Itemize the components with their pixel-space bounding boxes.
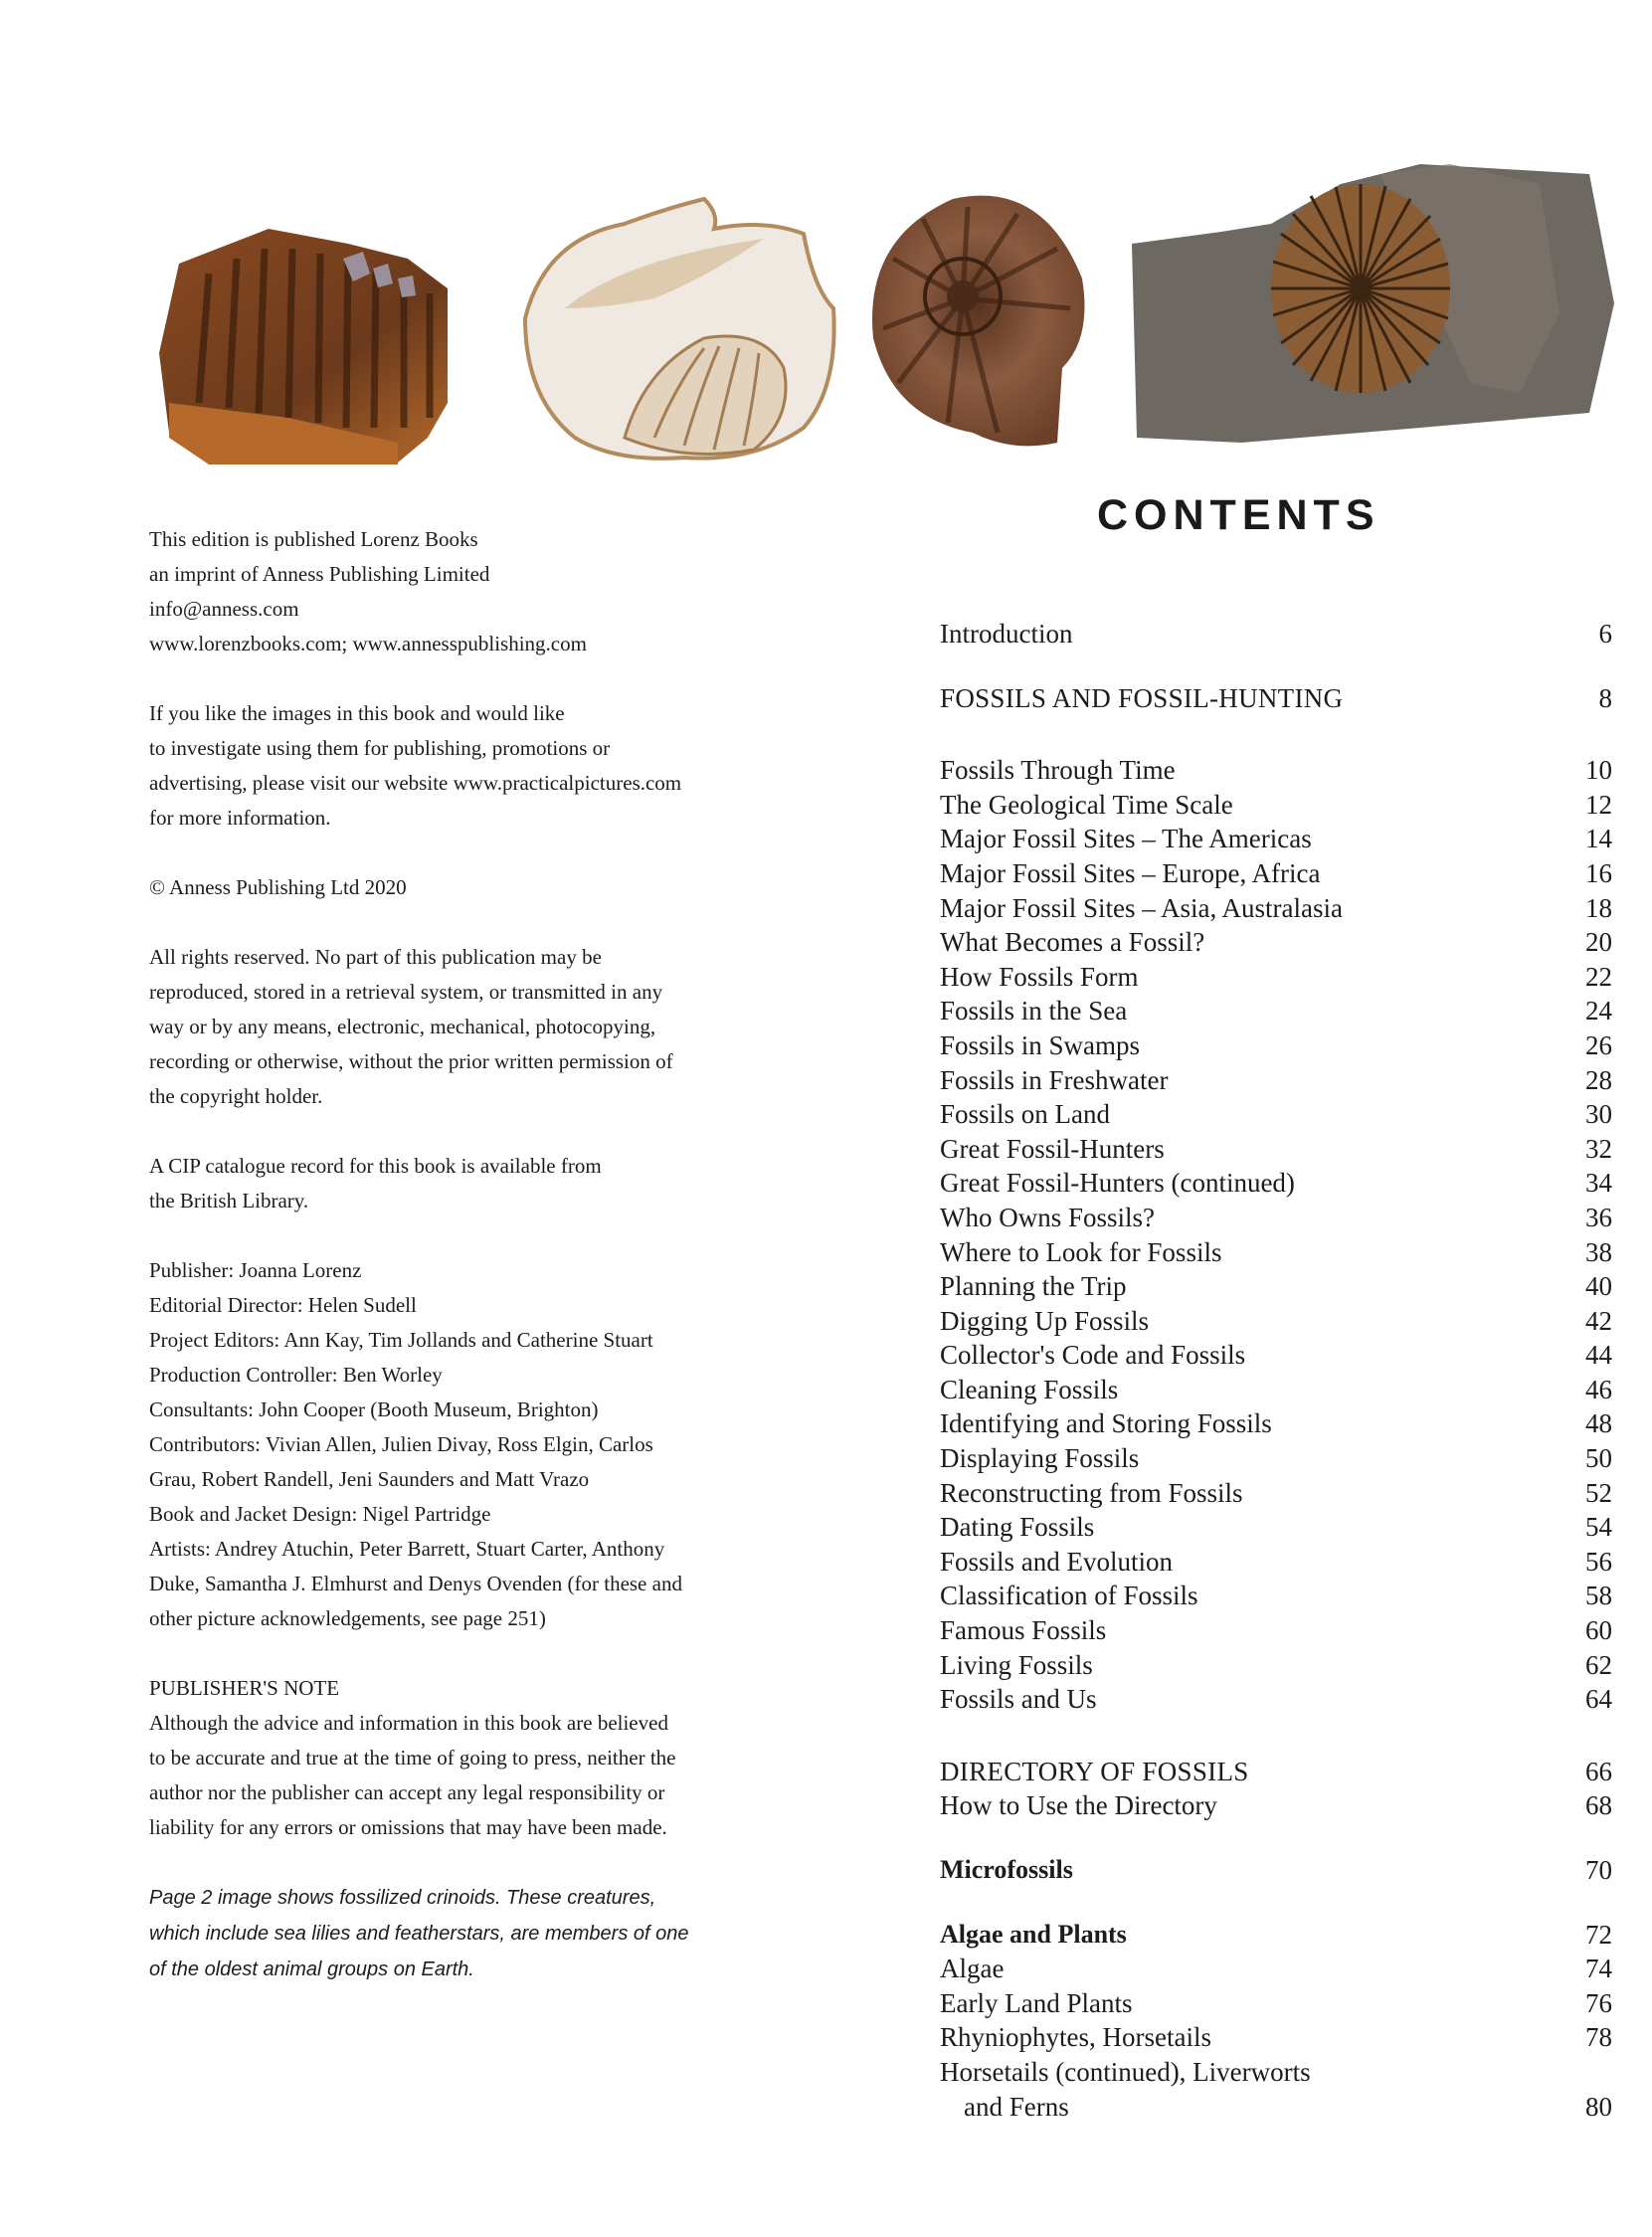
toc-entry[interactable] bbox=[940, 1375, 1612, 1409]
toc-subsection-microfossils[interactable] bbox=[940, 1855, 1612, 1890]
toc-entry-title: and Ferns bbox=[964, 2091, 1069, 2122]
toc-entry[interactable] bbox=[940, 1340, 1612, 1375]
toc-subsection-title: Algae and Plants bbox=[940, 1919, 1127, 1949]
toc-entry-page: 44 bbox=[1585, 1340, 1612, 1371]
toc-entry-page: 74 bbox=[1585, 1954, 1612, 1984]
credit-line: Production Controller: Ben Worley bbox=[149, 1363, 443, 1387]
toc-entry-title: How Fossils Form bbox=[940, 961, 1139, 992]
text-line: reproduced, stored in a retrieval system, or transmitted in any bbox=[149, 980, 663, 1004]
toc-entry[interactable] bbox=[940, 1581, 1612, 1615]
toc-entry-page: 18 bbox=[1585, 892, 1612, 923]
credit-line: Consultants: John Cooper (Booth Museum, Brighton) bbox=[149, 1398, 599, 1421]
credit-line: Grau, Robert Randell, Jeni Saunders and Matt Vrazo bbox=[149, 1467, 590, 1491]
toc-entry-title: Cleaning Fossils bbox=[940, 1374, 1119, 1404]
credit-line: Duke, Samantha J. Elmhurst and Denys Ovenden (for these and bbox=[149, 1572, 682, 1595]
toc-entry-title: Planning the Trip bbox=[940, 1271, 1127, 1302]
toc-entry-title: Who Owns Fossils? bbox=[940, 1202, 1156, 1232]
toc-subsection-title: Microfossils bbox=[940, 1855, 1073, 1884]
toc-entry-title: Famous Fossils bbox=[940, 1615, 1107, 1646]
credit-line: Book and Jacket Design: Nigel Partridge bbox=[149, 1502, 491, 1526]
toc-entry-title: Rhyniophytes, Horsetails bbox=[940, 2022, 1211, 2053]
toc-entry-page: 80 bbox=[1585, 2091, 1612, 2122]
text-line: author nor the publisher can accept any legal responsibility or bbox=[149, 1780, 665, 1804]
toc-entry-title: Great Fossil-Hunters bbox=[940, 1133, 1165, 1164]
credit-line: Editorial Director: Helen Sudell bbox=[149, 1293, 417, 1317]
toc-entry-title: Reconstructing from Fossils bbox=[940, 1477, 1243, 1508]
text-line: A CIP catalogue record for this book is available from bbox=[149, 1154, 602, 1178]
toc-entry[interactable] bbox=[940, 893, 1612, 928]
table-of-contents bbox=[940, 619, 1612, 2126]
imprint-line: an imprint of Anness Publishing Limited bbox=[149, 562, 490, 586]
toc-entry-title: Fossils Through Time bbox=[940, 755, 1176, 786]
copyright-notice bbox=[149, 870, 806, 905]
publishers-note-heading: PUBLISHER'S NOTE bbox=[149, 1676, 340, 1700]
toc-entry-page: 50 bbox=[1585, 1443, 1612, 1474]
fossil-coral-on-rock-image bbox=[1122, 154, 1619, 453]
toc-entry[interactable] bbox=[940, 1168, 1612, 1203]
toc-entry[interactable] bbox=[940, 1030, 1612, 1065]
toc-entry[interactable] bbox=[940, 1684, 1612, 1719]
toc-entry-page: 48 bbox=[1585, 1408, 1612, 1439]
copyright-text: © Anness Publishing Ltd 2020 bbox=[149, 875, 407, 899]
toc-entry-title: Fossils in Swamps bbox=[940, 1029, 1141, 1060]
text-line: to be accurate and true at the time of going to press, neither the bbox=[149, 1746, 676, 1770]
toc-entry-page: 56 bbox=[1585, 1546, 1612, 1577]
toc-entry[interactable] bbox=[940, 1408, 1612, 1443]
toc-entry-page: 64 bbox=[1585, 1684, 1612, 1715]
toc-entry-title: Collector's Code and Fossils bbox=[940, 1340, 1246, 1371]
toc-entry[interactable] bbox=[940, 1954, 1612, 1988]
toc-entry-page: 58 bbox=[1585, 1581, 1612, 1611]
credit-line: other picture acknowledgements, see page 251) bbox=[149, 1606, 546, 1630]
toc-entry-page: 32 bbox=[1585, 1133, 1612, 1164]
toc-entry[interactable] bbox=[940, 2022, 1612, 2057]
credit-line: Artists: Andrey Atuchin, Peter Barrett, Stuart Carter, Anthony bbox=[149, 1537, 665, 1561]
toc-entry-page: 16 bbox=[1585, 857, 1612, 888]
toc-entry-page: 42 bbox=[1585, 1305, 1612, 1336]
publishers-note bbox=[149, 1671, 806, 1845]
fossil-brachiopod-shell-image bbox=[505, 189, 843, 467]
toc-entry-title: Major Fossil Sites – Asia, Australasia bbox=[940, 892, 1343, 923]
credit-line: Contributors: Vivian Allen, Julien Divay, Ross Elgin, Carlos bbox=[149, 1432, 653, 1456]
toc-entry-title: How to Use the Directory bbox=[940, 1790, 1217, 1821]
toc-entry-title: Where to Look for Fossils bbox=[940, 1236, 1222, 1267]
toc-entry-page: 66 bbox=[1585, 1756, 1612, 1786]
toc-entry[interactable] bbox=[940, 858, 1612, 893]
publisher-line: This edition is published Lorenz Books bbox=[149, 527, 478, 551]
email-text: info@anness.com bbox=[149, 597, 299, 621]
toc-entry[interactable] bbox=[940, 1203, 1612, 1237]
toc-entry-page: 30 bbox=[1585, 1099, 1612, 1130]
text-line: Although the advice and information in this book are believed bbox=[149, 1711, 668, 1735]
toc-entry-title: Great Fossil-Hunters (continued) bbox=[940, 1168, 1295, 1199]
credit-line: Publisher: Joanna Lorenz bbox=[149, 1258, 362, 1282]
toc-entry-page: 52 bbox=[1585, 1477, 1612, 1508]
toc-entry-page: 28 bbox=[1585, 1064, 1612, 1095]
toc-entry-page: 46 bbox=[1585, 1374, 1612, 1404]
toc-entry-page: 6 bbox=[1598, 619, 1612, 649]
toc-section-title: FOSSILS AND FOSSIL-HUNTING bbox=[940, 682, 1344, 713]
toc-section-title: DIRECTORY OF FOSSILS bbox=[940, 1756, 1249, 1786]
toc-entry-title: Fossils in the Sea bbox=[940, 996, 1128, 1026]
toc-entry[interactable] bbox=[940, 755, 1612, 790]
page-2-image-caption bbox=[149, 1880, 806, 1987]
toc-entry-title: Living Fossils bbox=[940, 1649, 1093, 1680]
toc-entry-title: Early Land Plants bbox=[940, 1987, 1133, 2018]
credit-line: Project Editors: Ann Kay, Tim Jollands and Catherine Stuart bbox=[149, 1328, 653, 1352]
toc-entry[interactable] bbox=[940, 1547, 1612, 1582]
toc-entry-title: Displaying Fossils bbox=[940, 1443, 1140, 1474]
text-line: the copyright holder. bbox=[149, 1084, 323, 1108]
toc-entry-title: Classification of Fossils bbox=[940, 1581, 1198, 1611]
text-line: All rights reserved. No part of this publication may be bbox=[149, 945, 602, 969]
toc-entry-page: 8 bbox=[1598, 682, 1612, 713]
toc-entry[interactable] bbox=[940, 1650, 1612, 1685]
toc-entry-page: 54 bbox=[1585, 1512, 1612, 1543]
caption-line: of the oldest animal groups on Earth. bbox=[149, 1958, 474, 1980]
toc-entry-page: 36 bbox=[1585, 1202, 1612, 1232]
toc-entry-page: 10 bbox=[1585, 755, 1612, 786]
toc-entry[interactable] bbox=[940, 1134, 1612, 1169]
toc-entry-page: 34 bbox=[1585, 1168, 1612, 1199]
rights-reserved-notice bbox=[149, 940, 806, 1114]
toc-entry-title: Horsetails (continued), Liverworts bbox=[940, 2056, 1311, 2087]
toc-entry-title: Fossils and Evolution bbox=[940, 1546, 1174, 1577]
imprint-column bbox=[149, 522, 806, 2022]
toc-entry[interactable] bbox=[940, 824, 1612, 858]
toc-entry[interactable] bbox=[940, 1478, 1612, 1513]
toc-entry-page: 68 bbox=[1585, 1790, 1612, 1821]
text-line: If you like the images in this book and would like bbox=[149, 701, 565, 725]
toc-entry[interactable] bbox=[940, 2057, 1612, 2092]
text-line: way or by any means, electronic, mechanical, photocopying, bbox=[149, 1015, 656, 1038]
publisher-info bbox=[149, 522, 806, 661]
cip-record-notice bbox=[149, 1149, 806, 1218]
credits-list bbox=[149, 1253, 806, 1636]
toc-entry-page: 76 bbox=[1585, 1987, 1612, 2018]
toc-entry-title: Fossils on Land bbox=[940, 1099, 1111, 1130]
toc-section-fossils-and-fossil-hunting[interactable] bbox=[940, 683, 1612, 718]
text-line: advertising, please visit our website www.practicalpictures.com bbox=[149, 771, 682, 795]
toc-entry-title: Fossils and Us bbox=[940, 1684, 1097, 1715]
toc-entry-page: 12 bbox=[1585, 789, 1612, 820]
toc-section-directory-of-fossils[interactable] bbox=[940, 1757, 1612, 1791]
contents-heading: CONTENTS bbox=[1097, 491, 1380, 539]
toc-entry[interactable] bbox=[940, 790, 1612, 825]
toc-entry-title: Digging Up Fossils bbox=[940, 1305, 1150, 1336]
text-line: recording or otherwise, without the prior written permission of bbox=[149, 1049, 673, 1073]
toc-entry-page: 70 bbox=[1585, 1855, 1612, 1885]
toc-entry-page: 62 bbox=[1585, 1649, 1612, 1680]
toc-entry-page: 26 bbox=[1585, 1029, 1612, 1060]
toc-entry-title: Algae bbox=[940, 1954, 1005, 1984]
toc-entry[interactable] bbox=[940, 1988, 1612, 2023]
toc-entry-continuation[interactable] bbox=[940, 2092, 1612, 2127]
toc-entry[interactable] bbox=[940, 1306, 1612, 1341]
toc-subsection-algae-and-plants[interactable] bbox=[940, 1920, 1612, 1955]
toc-entry-title: Major Fossil Sites – The Americas bbox=[940, 824, 1312, 854]
toc-entry[interactable] bbox=[940, 1512, 1612, 1547]
text-line: to investigate using them for publishing, promotions or bbox=[149, 736, 611, 760]
toc-entry-page: 60 bbox=[1585, 1615, 1612, 1646]
toc-entry-title: Dating Fossils bbox=[940, 1512, 1095, 1543]
toc-entry[interactable] bbox=[940, 1237, 1612, 1272]
caption-line: which include sea lilies and featherstars, are members of one bbox=[149, 1923, 689, 1945]
toc-entry[interactable] bbox=[940, 1099, 1612, 1134]
fossil-ammonite-image bbox=[853, 169, 1092, 453]
text-line: for more information. bbox=[149, 806, 331, 830]
toc-entry-title: Major Fossil Sites – Europe, Africa bbox=[940, 857, 1321, 888]
toc-entry[interactable] bbox=[940, 996, 1612, 1030]
toc-entry-page: 20 bbox=[1585, 927, 1612, 958]
toc-entry-page: 14 bbox=[1585, 824, 1612, 854]
toc-entry[interactable] bbox=[940, 927, 1612, 962]
toc-entry-page: 38 bbox=[1585, 1236, 1612, 1267]
toc-entry-title: Identifying and Storing Fossils bbox=[940, 1408, 1272, 1439]
toc-entry-title: Fossils in Freshwater bbox=[940, 1064, 1169, 1095]
images-licensing-note bbox=[149, 696, 806, 836]
toc-entry-page: 78 bbox=[1585, 2022, 1612, 2053]
toc-entry[interactable] bbox=[940, 962, 1612, 997]
text-line: liability for any errors or omissions that may have been made. bbox=[149, 1815, 667, 1839]
caption-line: Page 2 image shows fossilized crinoids. These creatures, bbox=[149, 1887, 656, 1909]
toc-entry-page: 24 bbox=[1585, 996, 1612, 1026]
toc-entry-introduction[interactable] bbox=[940, 619, 1612, 653]
toc-entry-page: 22 bbox=[1585, 961, 1612, 992]
toc-entry[interactable] bbox=[940, 1790, 1612, 1825]
toc-entry-page: 72 bbox=[1585, 1919, 1612, 1950]
toc-entry-title: The Geological Time Scale bbox=[940, 789, 1233, 820]
toc-entry-title: Introduction bbox=[940, 619, 1073, 649]
toc-entry[interactable] bbox=[940, 1443, 1612, 1478]
toc-entry-page: 40 bbox=[1585, 1271, 1612, 1302]
toc-entry-title: What Becomes a Fossil? bbox=[940, 927, 1205, 958]
toc-entry[interactable] bbox=[940, 1615, 1612, 1650]
toc-entry[interactable] bbox=[940, 1271, 1612, 1306]
toc-entry[interactable] bbox=[940, 1065, 1612, 1100]
websites-text: www.lorenzbooks.com; www.annesspublishing.com bbox=[149, 632, 587, 655]
text-line: the British Library. bbox=[149, 1189, 309, 1212]
fossil-tooth-plate-image bbox=[149, 204, 487, 472]
